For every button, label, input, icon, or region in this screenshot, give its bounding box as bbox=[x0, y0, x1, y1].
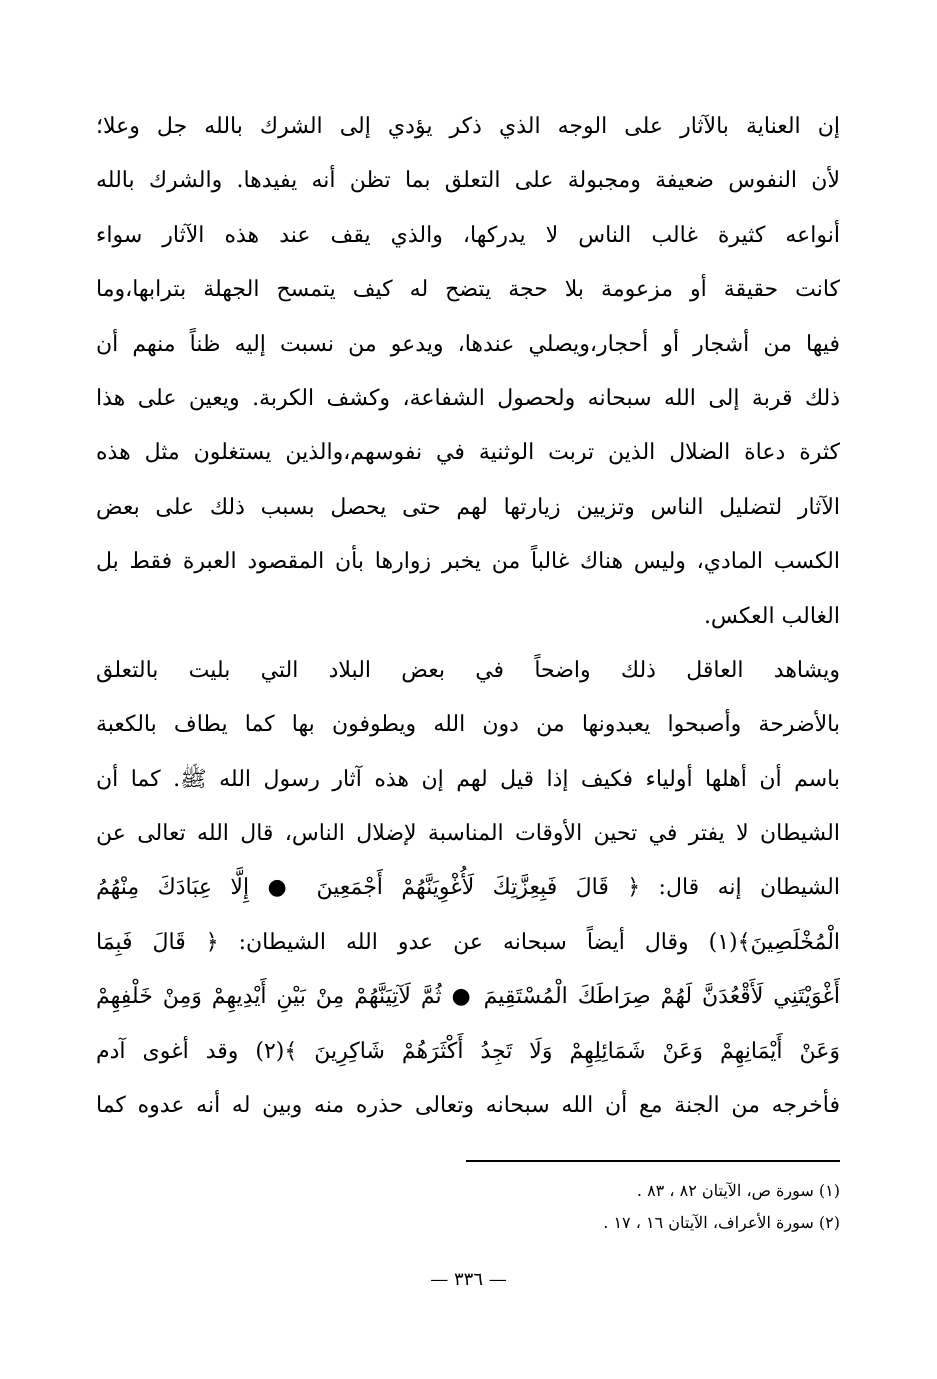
page-number: — ٣٣٦ — bbox=[430, 1269, 507, 1290]
text-line: ويشاهد العاقل ذلك واضحاً في بعض البلاد التي بليت بالتعلق bbox=[96, 657, 840, 683]
text-line: الشيطان لا يفتر في تحين الأوقات المناسبة لإضلال الناس، قال الله تعالى عن bbox=[96, 821, 840, 847]
text-line: وَعَنْ أَيْمَانِهِمْ وَعَنْ شَمَائِلِهِمْ وَلَا تَجِدُ أَكْثَرَهُمْ شَاكِرِينَ ﴾(٢) وقد أغوى آدم bbox=[96, 1038, 840, 1064]
text-line: كانت حقيقة أو مزعومة بلا حجة يتضح له كيف يتمسح الجهلة بترابها،وما bbox=[96, 277, 840, 303]
text-line: الآثار لتضليل الناس وتزيين زيارتها لهم حتى يحصل بسبب ذلك على بعض bbox=[96, 494, 840, 520]
text-line: الكسب المادي، وليس هناك غالباً من يخبر زوارها بأن المقصود العبرة فقط بل bbox=[96, 549, 840, 575]
text-line: بالأضرحة وأصبحوا يعبدونها من دون الله ويطوفون بها كما يطاف بالكعبة bbox=[96, 712, 840, 738]
footnote-separator bbox=[466, 1160, 840, 1162]
main-text bbox=[96, 100, 840, 1133]
text-line: الغالب العكس. bbox=[703, 603, 840, 629]
text-line: كثرة دعاة الضلال الذين تربت الوثنية في نفوسهم،والذين يستغلون مثل هذه bbox=[96, 440, 840, 466]
text-line: فيها من أشجار أو أحجار،ويصلي عندها، ويدعو من نسبت إليه ظناً منهم أن bbox=[96, 331, 840, 357]
paragraph-1 bbox=[96, 100, 840, 644]
text-line: باسم أن أهلها أولياء فكيف إذا قيل لهم إن هذه آثار رسول الله ﷺ. كما أن bbox=[96, 766, 840, 792]
footnote-1: (١) سورة ص، الآيتان ٨٢ ، ٨٣ . bbox=[636, 1181, 840, 1200]
text-line: أَغْوَيْتَنِي لَأَقْعُدَنَّ لَهُمْ صِرَاطَكَ الْمُسْتَقِيمَ ● ثُمَّ لَآتِيَنَّهُمْ مِنْ بَيْنِ أَيْدِيهِمْ وَمِنْ خَلْفِهِمْ bbox=[96, 984, 840, 1010]
text-line: الْمُخْلَصِينَ﴾(١) وقال أيضاً سبحانه عن عدو الله الشيطان: ﴿ قَالَ فَبِمَا bbox=[96, 929, 840, 955]
text-line: إن العناية بالآثار على الوجه الذي ذكر يؤدي إلى الشرك بالله جل وعلا؛ bbox=[96, 114, 840, 139]
text-line: فأخرجه من الجنة مع أن الله سبحانه وتعالى حذره منه وبين له أنه عدوه كما bbox=[96, 1093, 840, 1119]
paragraph-2 bbox=[96, 644, 840, 1134]
footnotes bbox=[466, 1175, 840, 1239]
text-line: لأن النفوس ضعيفة ومجبولة على التعلق بما تظن أنه يفيدها. والشرك بالله bbox=[96, 168, 840, 194]
footnote-2: (٢) سورة الأعراف، الآيتان ١٦ ، ١٧ . bbox=[603, 1213, 840, 1232]
text-line: ذلك قربة إلى الله سبحانه ولحصول الشفاعة، وكشف الكربة. ويعين على هذا bbox=[96, 385, 840, 411]
text-line: أنواعه كثيرة غالب الناس لا يدركها، والذي يقف عند هذه الآثار سواء bbox=[96, 222, 840, 248]
text-line: الشيطان إنه قال: ﴿ قَالَ فَبِعِزَّتِكَ لَأُغْوِيَنَّهُمْ أَجْمَعِينَ ● إِلَّا عِبَادَكَ مِنْهُمُ bbox=[96, 875, 840, 901]
